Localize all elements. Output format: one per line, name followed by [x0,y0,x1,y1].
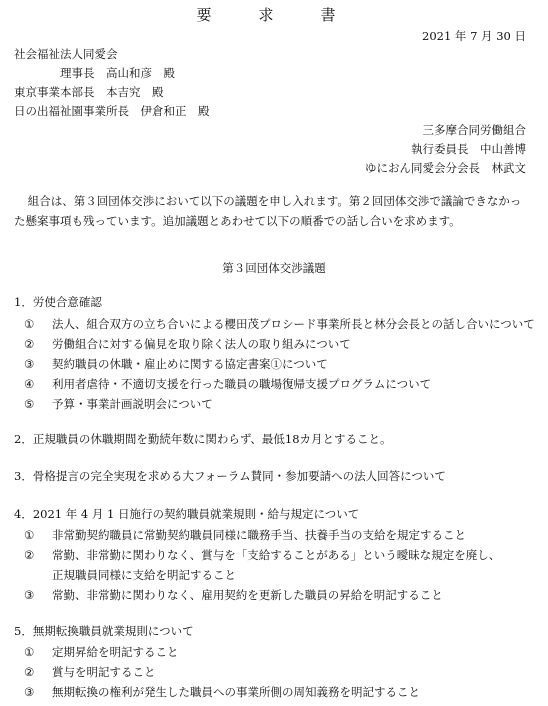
item-text: 予算・事業計画説明会について [52,397,213,411]
item-marker: ② [24,337,35,351]
item-text: 常勤、非常勤に関わりなく、雇用契約を更新した職員の昇給を明記すること [52,588,443,602]
item-text: 非常勤契約職員に常勤契約職員同様に職務手当、扶養手当の支給を規定すること [52,528,466,542]
list-item [24,589,443,603]
section-heading: 4．2021 年 4 月 1 日施行の契約職員就業規則・給与規定について [14,507,360,521]
item-marker: ⑤ [24,397,35,411]
item-text: 労働組合に対する偏見を取り除く法人の取り組みについて [52,337,351,351]
item-marker: ③ [24,685,35,699]
item-marker: ② [24,548,35,562]
list-item [24,686,420,700]
item-text: 契約職員の休職・雇止めに関する協定書案①について [52,357,328,371]
document-title: 要 求 書 [196,6,352,24]
item-marker: ① [24,317,35,331]
sender-union: 三多摩合同労働組合 [422,123,526,137]
item-marker: ① [24,645,35,659]
list-item [24,398,213,412]
sender-branch-head: ゆにおん同愛会分会長 林武文 [365,161,526,175]
list-item [24,358,328,372]
list-item [24,646,179,660]
recipient-facility-head: 日の出福祉園事業所長 伊倉和正 殿 [14,104,210,118]
item-text: 定期昇給を明記すること [52,645,179,659]
sender-chair: 執行委員長 中山善博 [411,142,526,156]
item-marker: ③ [24,588,35,602]
item-text: 利用者虐待・不適切支援を行った職員の職場復帰支援プログラムについて [52,377,432,391]
list-item [24,569,236,583]
section-heading: 2．正規職員の休職期間を勤続年数に関わらず、最低18カ月とすること。 [14,432,392,446]
agenda-heading: 第３回団体交渉議題 [222,261,326,275]
recipient-chairman: 理事長 高山和彦 殿 [60,66,175,80]
item-marker: ① [24,528,35,542]
recipient-tokyo-head: 東京事業本部長 本吉究 殿 [14,85,164,99]
item-marker: ② [24,665,35,679]
section-heading: 5．無期転換職員就業規則について [14,624,194,638]
list-item [24,549,500,563]
item-text: 常勤、非常勤に関わりなく、賞与を「支給することがある」という曖昧な規定を廃し、 [52,548,501,562]
list-item [24,338,351,352]
item-marker: ④ [24,377,35,391]
list-item [24,666,156,680]
item-text: 無期転換の権利が発生した職員への事業所側の周知義務を明記すること [52,685,420,699]
intro-paragraph: 組合は、第３回団体交渉において以下の議題を申し入れます。第２回団体交渉で議論できなかった懸案事項も残っています。追加議題とあわせて以下の順番での話し合いを求めます。 [14,194,522,228]
item-marker: ③ [24,357,35,371]
list-item [24,318,535,332]
list-item [24,378,431,392]
section-heading: 1．労使合意確認 [14,295,102,309]
section-heading: 3．骨格提言の完全実現を求める大フォーラム賛同・参加要請への法人回答について [14,469,446,483]
item-text: 正規職員同様に支給を明記すること [52,568,236,582]
recipient-org: 社会福祉法人同愛会 [14,47,118,61]
item-text: 賞与を明記すること [52,665,156,679]
item-text: 法人、組合双方の立ち合いによる櫻田茂プロシード事業所長と林分会長との話し合いについて [52,317,535,331]
list-item [24,529,466,543]
document-date: 2021 年 7 月 30 日 [422,29,526,43]
